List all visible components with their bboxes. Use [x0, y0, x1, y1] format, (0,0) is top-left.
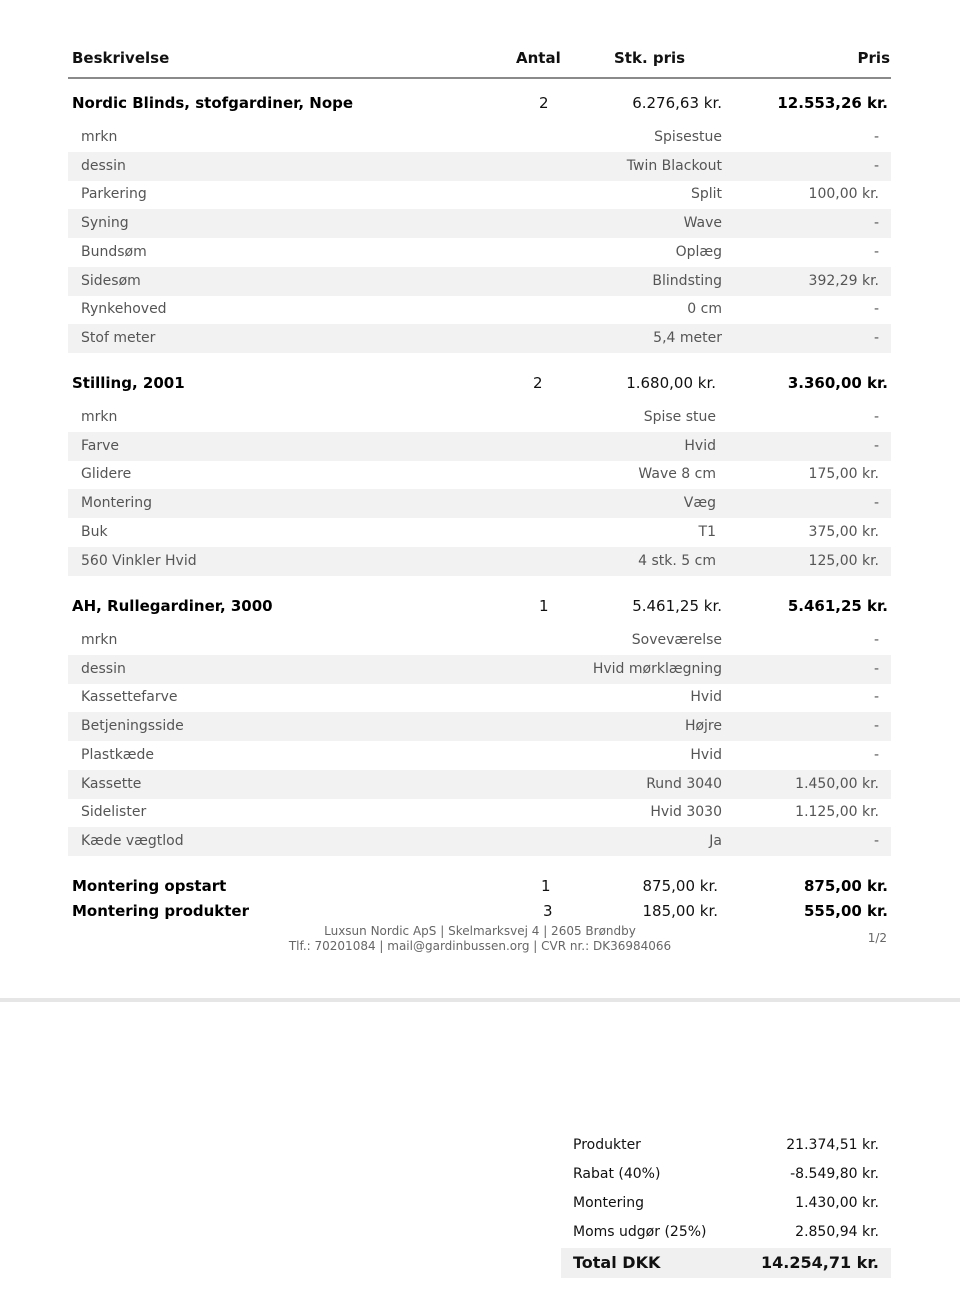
table-header [72, 48, 890, 68]
detail-label: Farve [81, 438, 120, 454]
detail-label: Bundsøm [81, 244, 147, 260]
page-separator [0, 998, 960, 1002]
detail-row [68, 295, 891, 324]
detail-row [68, 770, 891, 799]
product-quantity: 2 [539, 94, 549, 112]
page-number: 1/2 [867, 931, 887, 945]
detail-price: - [873, 438, 879, 454]
detail-label: Sidelister [81, 804, 147, 820]
service-unit-price: 185,00 kr. [642, 902, 718, 920]
totals-row-total [561, 1248, 891, 1278]
service-name: Montering opstart [72, 877, 227, 895]
detail-label: dessin [81, 158, 126, 174]
detail-value: Spisestue [654, 129, 722, 145]
detail-label: Glidere [81, 466, 132, 482]
detail-price: 1.125,00 kr. [795, 804, 879, 820]
detail-row [68, 432, 891, 461]
product-total: 5.461,25 kr. [787, 597, 888, 615]
product-unit-price: 5.461,25 kr. [632, 597, 722, 615]
detail-price: - [873, 747, 879, 763]
detail-value: Oplæg [675, 244, 722, 260]
detail-value: 5,4 meter [653, 330, 722, 346]
discount-label: Rabat (40%) [573, 1166, 661, 1182]
product-quantity: 1 [539, 597, 549, 615]
detail-price: 392,29 kr. [808, 273, 879, 289]
detail-price: - [873, 158, 879, 174]
installation-value: 1.430,00 kr. [795, 1195, 879, 1211]
detail-row [68, 626, 891, 655]
totals-row-discount [561, 1160, 891, 1189]
detail-price: - [873, 718, 879, 734]
detail-price: - [873, 632, 879, 648]
service-name: Montering produkter [72, 902, 250, 920]
detail-price: 375,00 kr. [808, 524, 879, 540]
detail-value: Rund 3040 [646, 776, 722, 792]
installation-label: Montering [573, 1195, 645, 1211]
total-value: 14.254,71 kr. [761, 1253, 879, 1272]
detail-label: 560 Vinkler Hvid [81, 553, 197, 569]
detail-row [68, 180, 891, 209]
product-total: 3.360,00 kr. [787, 374, 888, 392]
totals-row-products [561, 1131, 891, 1160]
detail-row [68, 238, 891, 267]
detail-label: Parkering [81, 186, 147, 202]
detail-value: 0 cm [687, 301, 722, 317]
detail-label: Stof meter [81, 330, 156, 346]
detail-row [68, 460, 891, 489]
detail-label: Syning [81, 215, 129, 231]
service-row [68, 874, 891, 898]
detail-value: Højre [684, 718, 722, 734]
header-divider [68, 77, 891, 79]
detail-value: Soveværelse [631, 632, 722, 648]
detail-value: T1 [698, 524, 716, 540]
detail-value: Blindsting [652, 273, 722, 289]
detail-price: - [873, 689, 879, 705]
header-quantity: Antal [516, 49, 561, 67]
detail-row [68, 489, 891, 518]
detail-value: Hvid [690, 689, 722, 705]
detail-price: 100,00 kr. [808, 186, 879, 202]
detail-price: - [873, 330, 879, 346]
product-row [68, 594, 891, 618]
detail-row [68, 683, 891, 712]
detail-row [68, 518, 891, 547]
detail-price: - [873, 495, 879, 511]
service-unit-price: 875,00 kr. [642, 877, 718, 895]
detail-row [68, 267, 891, 296]
detail-value: Split [690, 186, 722, 202]
detail-price: - [873, 244, 879, 260]
detail-value: Wave [683, 215, 722, 231]
detail-row [68, 547, 891, 576]
detail-row [68, 209, 891, 238]
product-name: AH, Rullegardiner, 3000 [72, 597, 273, 615]
detail-price: - [873, 833, 879, 849]
detail-row [68, 403, 891, 432]
detail-row [68, 827, 891, 856]
detail-value: Spise stue [643, 409, 716, 425]
detail-label: Betjeningsside [81, 718, 184, 734]
detail-price: - [873, 129, 879, 145]
product-row [68, 371, 891, 395]
detail-value: Hvid 3030 [650, 804, 722, 820]
detail-row [68, 655, 891, 684]
detail-label: Buk [81, 524, 108, 540]
detail-value: Hvid mørklægning [592, 661, 722, 677]
detail-label: Sidesøm [81, 273, 141, 289]
detail-value: Væg [683, 495, 716, 511]
product-row [68, 91, 891, 115]
detail-value: Ja [709, 833, 722, 849]
product-quantity: 2 [533, 374, 543, 392]
discount-value: -8.549,80 kr. [790, 1166, 879, 1182]
detail-value: 4 stk. 5 cm [638, 553, 716, 569]
detail-price: 175,00 kr. [808, 466, 879, 482]
detail-row [68, 798, 891, 827]
detail-row [68, 324, 891, 353]
detail-value: Hvid [684, 438, 716, 454]
detail-price: - [873, 215, 879, 231]
vat-value: 2.850,94 kr. [795, 1224, 879, 1240]
detail-label: Rynkehoved [81, 301, 167, 317]
detail-price: - [873, 301, 879, 317]
service-quantity: 3 [543, 902, 553, 920]
detail-label: mrkn [81, 129, 118, 145]
detail-label: dessin [81, 661, 126, 677]
footer-contact: Tlf.: 70201084 | mail@gardinbussen.org | CVR nr.: DK36984066 [288, 939, 672, 953]
vat-label: Moms udgør (25%) [573, 1224, 707, 1240]
detail-row [68, 152, 891, 181]
product-name: Stilling, 2001 [72, 374, 185, 392]
footer-address: Luxsun Nordic ApS | Skelmarksvej 4 | 2605 Brøndby [324, 924, 636, 938]
service-total: 555,00 kr. [803, 902, 888, 920]
detail-label: Kassettefarve [81, 689, 178, 705]
total-label: Total DKK [573, 1253, 661, 1272]
header-price: Pris [857, 49, 890, 67]
products-label: Produkter [573, 1137, 641, 1153]
detail-price: - [873, 409, 879, 425]
products-value: 21.374,51 kr. [786, 1137, 879, 1153]
service-row [68, 899, 891, 923]
detail-price: 1.450,00 kr. [795, 776, 879, 792]
detail-row [68, 741, 891, 770]
detail-label: Plastkæde [81, 747, 155, 763]
service-total: 875,00 kr. [803, 877, 888, 895]
product-name: Nordic Blinds, stofgardiner, Nope [72, 94, 354, 112]
header-unit-price: Stk. pris [614, 49, 686, 67]
service-quantity: 1 [541, 877, 551, 895]
totals-row-installation [561, 1189, 891, 1218]
detail-label: mrkn [81, 409, 118, 425]
detail-value: Hvid [690, 747, 722, 763]
detail-label: Montering [81, 495, 153, 511]
detail-label: mrkn [81, 632, 118, 648]
detail-value: Twin Blackout [626, 158, 722, 174]
product-unit-price: 1.680,00 kr. [626, 374, 716, 392]
header-description: Beskrivelse [72, 49, 170, 67]
detail-value: Wave 8 cm [638, 466, 716, 482]
company-footer [0, 924, 960, 954]
detail-label: Kassette [81, 776, 142, 792]
detail-price: - [873, 661, 879, 677]
detail-row [68, 123, 891, 152]
totals-row-vat [561, 1218, 891, 1247]
detail-row [68, 712, 891, 741]
product-total: 12.553,26 kr. [777, 94, 888, 112]
product-unit-price: 6.276,63 kr. [632, 94, 722, 112]
detail-price: 125,00 kr. [808, 553, 879, 569]
detail-label: Kæde vægtlod [81, 833, 184, 849]
totals-box [561, 1131, 891, 1278]
